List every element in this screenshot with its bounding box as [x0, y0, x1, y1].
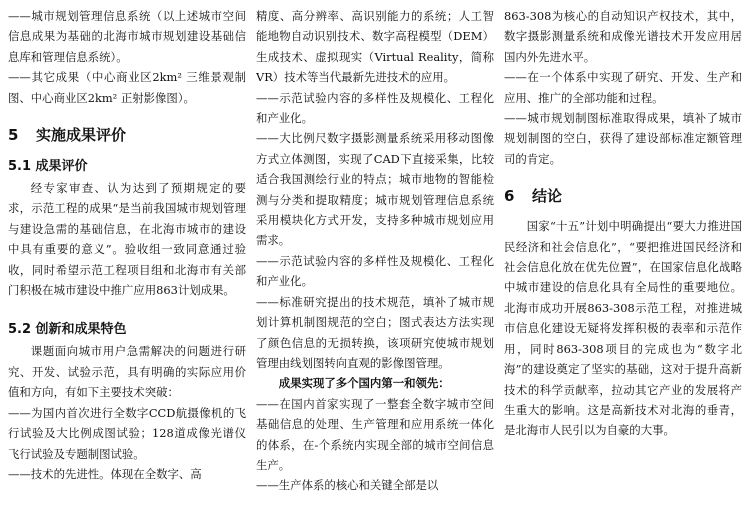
section-heading-5	[8, 124, 246, 145]
paragraph: 经专家审查、认为达到了预期规定的要求，示范工程的成果“是当前我国城市规划管理与建设急需的基础信息，在北海市城市的建设中具有重要的意义”。验收组一致同意通过验收，同时希望示范工程项目组和北海市有关部门积极在城市建设中推广应用863计划成果。	[8, 181, 246, 298]
paragraph: ——在一个体系中实现了研究、开发、生产和应用、推广的全部功能和过程。	[504, 70, 742, 105]
paragraph: 国家“十五”计划中明确提出“要大力推进国民经济和社会信息化”，“要把推进国民经济和社会信息化放在优先位置”，在国家信息化战略中城市建设的信息化具有全局性的重要地位。北海市成功开展863-308示范工程，对推进城市信息化建设无疑将发挥积极的表率和示范作用，同时863-308项目的完成也为“数字北海”的建设奠定了坚实的基础，这对于提升高新技术的科学贡献率，拉动其它产业的发展将产生重大的影响。这是高新技术对北海的垂青，是北海市人民引以为自豪的大事。	[504, 219, 742, 438]
paragraph: ——在国内首家实现了一整套全数字城市空间基础信息的处理、生产管理和应用系统一体化的体系，在-个系统内实现全部的城市空间信息生产。	[256, 396, 494, 472]
section-number: 5	[8, 126, 19, 145]
paragraph: ——城市规划制图标准取得成果，填补了城市规划制图的空白，获得了建设部标准定额管理司的肯定。	[504, 111, 742, 166]
section-heading-6	[504, 185, 742, 206]
subsection-heading-5-1: 5.1 成果评价	[8, 159, 88, 175]
paragraph: 课题面向城市用户急需解决的问题进行研究、开发、试验示范，具有明确的实际应用价值和方向，有如下主要技术突破：	[8, 344, 246, 400]
column-3	[504, 6, 742, 528]
paragraph: ——生产体系的核心和关键全部是以	[256, 478, 439, 493]
paragraph: ——大比例尺数字摄影测量系统采用移动图像方式立体测图，实现了CAD下直接采集，比较适合我国测绘行业的特点；城市地物的智能检测与分类和提取精度；城市规划管理信息系统采用模块化方式开发，支持多种城市规划应用需求。	[256, 131, 494, 248]
subsection-heading-5-2: 5.2 创新和成果特色	[8, 322, 127, 338]
paragraph: ——其它成果（中心商业区2km² 三维景观制图、中心商业区2km² 正射影像图）。	[8, 70, 246, 105]
paragraph: 成果实现了多个国内第一和领先：	[278, 376, 450, 391]
paragraph: ——示范试验内容的多样性及规模化、工程化和产业化。	[256, 253, 494, 289]
paragraph: ——为国内首次进行全数字CCD航摄像机的飞行试验及大比例成图试验；128道成像光谱仪飞行试验及专题制图试验。	[8, 405, 246, 461]
section-title: 结论	[532, 187, 563, 206]
column-1	[8, 6, 246, 528]
paragraph: 863-308为核心的自动知识产权技术，其中，数字摄影测量系统和成像光谱技术开发应用居国内外先进水平。	[504, 9, 742, 64]
section-title: 实施成果评价	[36, 126, 127, 145]
column-2	[256, 6, 494, 528]
paragraph: ——城市规划管理信息系统（以上述城市空间信息成果为基础的北海市城市规划建设基础信息库和管理信息系统）。	[8, 9, 246, 64]
paragraph: ——标准研究提出的技术规范，填补了城市规划计算机制图规范的空白；图式表达方法实现了颜色信息的无损转换，该项研究使城市规划管理由线划图转向直观的影像图管理。	[256, 294, 494, 370]
paragraph: 精度、高分辨率、高识别能力的系统；人工智能地物自动识别技术、数字高程模型（DEM）生成技术、虚拟现实（Virtual Reality，简称VR）技术等当代最新先进技术的应用。	[256, 9, 494, 85]
paragraph: ——技术的先进性。体现在全数字、高	[8, 466, 202, 481]
section-number: 6	[504, 187, 515, 206]
paragraph: ——示范试验内容的多样性及规模化、工程化和产业化。	[256, 90, 494, 126]
